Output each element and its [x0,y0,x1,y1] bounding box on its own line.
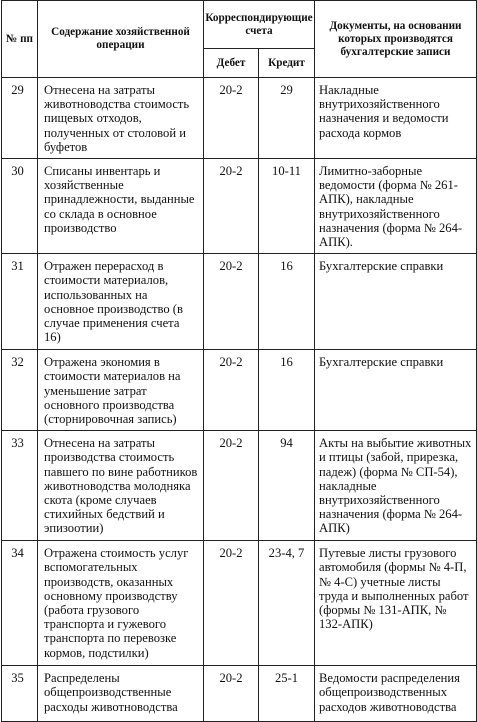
header-documents: Документы, на основании которых производятся бухгалтерские записи [315,1,477,78]
documents-text: Путевые листы грузового автомобиля (формы № 4-П, № 4-С) учетные листы труда и выполненных работ (формы № 131-АПК, № 132-АПК) [315,541,477,666]
debit-account: 20-2 [204,431,259,541]
operation-text: Отнесена на затраты производства стоимость павшего по вине работников животноводства молодняка скота (кроме случаев стихийных бедствий и эпизоотии) [38,431,204,541]
credit-account: 16 [259,350,315,431]
credit-account: 16 [259,254,315,350]
operation-text: Отнесена на затраты животноводства стоимость пищевых отходов, полученных от столовой и буфетов [38,78,204,159]
credit-account: 10-11 [259,159,315,254]
table-row [2,78,477,159]
header-corr-accounts: Корреспондирующие счета [204,1,315,49]
credit-account: 94 [259,431,315,541]
table-row [2,666,477,722]
table-row [2,254,477,350]
debit-account: 20-2 [204,78,259,159]
documents-text: Бухгалтерские справки [315,254,477,350]
credit-account: 25-1 [259,666,315,722]
documents-text: Акты на выбытие животных и птицы (забой, прирезка, падеж) (форма № СП-54), накладные внутрихозяйственного назначения (форма № 264-АПК) [315,431,477,541]
header-num: № пп [2,1,38,78]
row-num: 33 [2,431,38,541]
operation-text: Списаны инвентарь и хозяйственные принадлежности, выданные со склада в основное производство [38,159,204,254]
documents-text: Накладные внутрихозяйственного назначения и ведомости расхода кормов [315,78,477,159]
table-row [2,541,477,666]
header-content: Содержание хозяйственной операции [38,1,204,78]
documents-text: Лимитно-заборные ведомости (форма № 261-АПК), накладные внутрихозяйственного назначения (форма № 264-АПК). [315,159,477,254]
credit-account: 23-4, 7 [259,541,315,666]
operation-text: Отражен перерасход в стоимости материалов, использованных на основное производство (в случае применения счета 16) [38,254,204,350]
debit-account: 20-2 [204,350,259,431]
debit-account: 20-2 [204,541,259,666]
table-row [2,159,477,254]
documents-text: Бухгалтерские справки [315,350,477,431]
operation-text: Отражена стоимость услуг вспомогательных производств, оказанных основному производству (работа грузового транспорта и гужевого транспорта по перевозке кормов, подстилки) [38,541,204,666]
operation-text: Распределены общепроизводственные расходы животноводства [38,666,204,722]
header-credit: Кредит [259,49,315,78]
debit-account: 20-2 [204,666,259,722]
row-num: 29 [2,78,38,159]
operations-table [1,0,477,722]
header-debit: Дебет [204,49,259,78]
row-num: 34 [2,541,38,666]
table-row [2,431,477,541]
operation-text: Отражена экономия в стоимости материалов на уменьшение затрат основного производства (сторнировочная запись) [38,350,204,431]
debit-account: 20-2 [204,159,259,254]
credit-account: 29 [259,78,315,159]
row-num: 35 [2,666,38,722]
table-row [2,350,477,431]
row-num: 30 [2,159,38,254]
row-num: 31 [2,254,38,350]
row-num: 32 [2,350,38,431]
debit-account: 20-2 [204,254,259,350]
documents-text: Ведомости распределения общепроизводственных расходов животноводства [315,666,477,722]
